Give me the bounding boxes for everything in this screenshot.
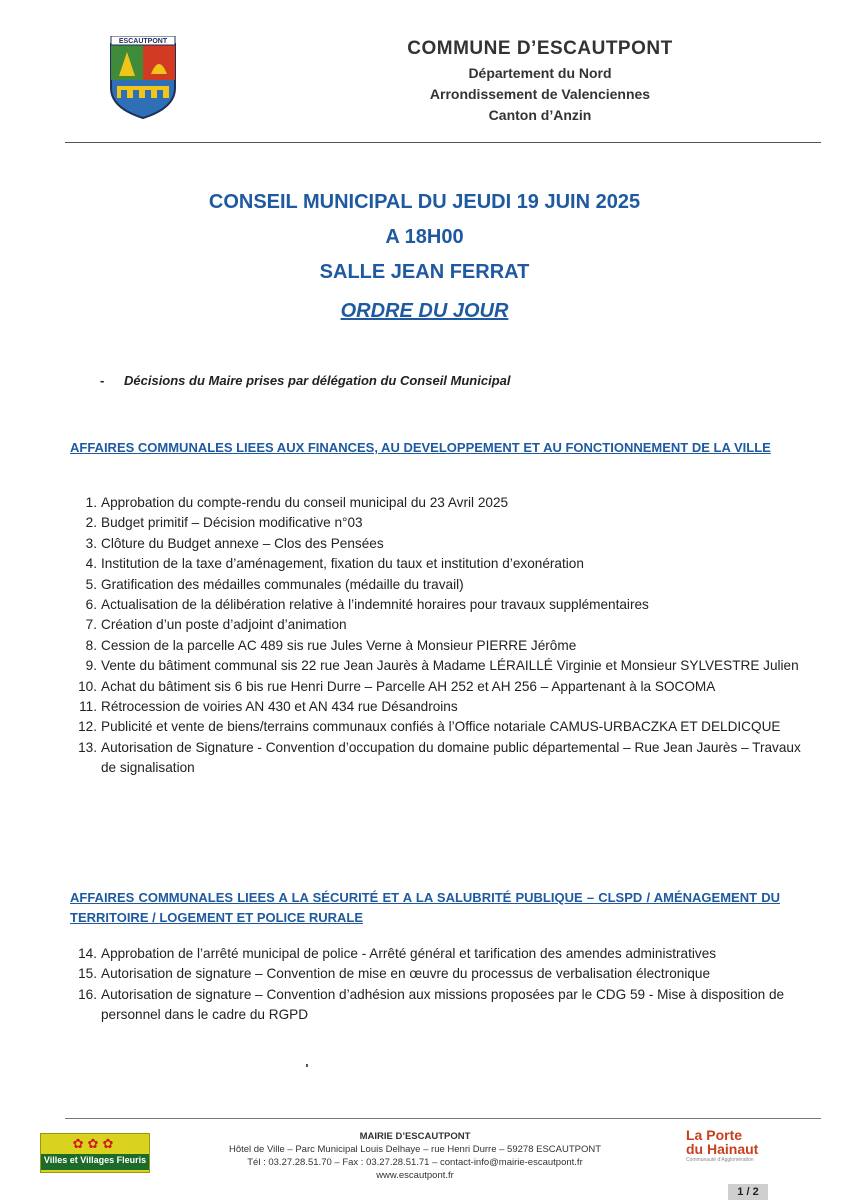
header-divider (65, 142, 821, 143)
footer-contact: Tél : 03.27.28.51.70 – Fax : 03.27.28.51.71 – contact-info@mairie-escautpont.fr (247, 1157, 583, 1168)
agenda-item: 7. Création d’un poste d’adjoint d’animation (85, 617, 347, 633)
footer-divider (65, 1118, 821, 1119)
footer-website[interactable]: www.escautpont.fr (376, 1170, 454, 1181)
agenda-item: 4. Institution de la taxe d’aménagement, fixation du taux et institution d’exonération (85, 556, 584, 572)
footer-mairie: MAIRIE D’ESCAUTPONT (359, 1131, 471, 1142)
agenda-item: 1. Approbation du compte-rendu du conseil municipal du 23 Avril 2025 (85, 495, 509, 510)
escautpont-coat-of-arms (107, 36, 179, 120)
agenda-item: 5. Gratification des médailles communales (médaille du travail) (85, 576, 464, 592)
partner-line2: du Hainaut (686, 1141, 759, 1157)
agenda-item: 9. Vente du bâtiment communal sis 22 rue Jean Jaurès à Madame LÉRAILLÉ Virginie et Monsieur SYLVESTRE Julien (85, 658, 799, 674)
agenda-list-finances (70, 493, 810, 779)
villes-villages-fleuris-logo (40, 1133, 150, 1173)
commune-name: COMMUNE D’ESCAUTPONT (407, 38, 673, 59)
decisions-text: Décisions du Maire prises par délégation du Conseil Municipal (124, 373, 511, 388)
agenda-item: 6. Actualisation de la délibération relative à l’indemnité horaires pour travaux supplémentaires (85, 597, 649, 613)
decisions-line (100, 373, 510, 388)
partner-sub: Communauté d’Agglomération (686, 1157, 754, 1163)
meeting-title-line3: SALLE JEAN FERRAT (319, 261, 530, 283)
agenda-item: 11. Rétrocession de voiries AN 430 et AN 434 rue Désandroins (79, 699, 458, 715)
agenda-item: 13. Autorisation de Signature - Convention d’occupation du domaine public départemental – Rue Jean Jaurès – Travaux de signalisation (78, 739, 801, 776)
stray-mark (306, 1064, 308, 1067)
agenda-item: 14. Approbation de l’arrêté municipal de police - Arrêté général et tarification des amendes administratives (78, 946, 717, 961)
vvf-label: Villes et Villages Fleuris (41, 1154, 149, 1170)
meeting-title-line1: CONSEIL MUNICIPAL DU JEUDI 19 JUIN 2025 (208, 191, 641, 213)
agenda-item: 15. Autorisation de signature – Convention de mise en œuvre du processus de verbalisation électronique (78, 966, 711, 982)
agenda-item: 12. Publicité et vente de biens/terrains communaux confiés à l’Office notariale CAMUS-URBACZKA ET DELDICQUE (78, 719, 781, 735)
flowers-icon: ✿✿✿ (72, 1136, 118, 1151)
departement: Département du Nord (468, 65, 612, 81)
arrondissement: Arrondissement de Valenciennes (429, 86, 651, 102)
page-number: 1 / 2 (728, 1184, 768, 1200)
canton: Canton d’Anzin (488, 107, 592, 123)
agenda-item: 10. Achat du bâtiment sis 6 bis rue Henri Durre – Parcelle AH 252 et AH 256 – Appartenant à la SOCOMA (78, 678, 716, 694)
agenda-item: 8. Cession de la parcelle AC 489 sis rue Jules Verne à Monsieur PIERRE Jérôme (85, 637, 577, 653)
agenda-list-securite (70, 944, 810, 1026)
coat-label: ESCAUTPONT (118, 38, 168, 45)
section-heading-securite: AFFAIRES COMMUNALES LIEES A LA SÉCURITÉ ET A LA SALUBRITÉ PUBLIQUE – CLSPD / AMÉNAGEMENT DU TERRITOIRE / LOGEMENT ET POLICE RURALE (70, 890, 780, 925)
agenda-item: 16. Autorisation de signature – Convention d’adhésion aux missions proposées par le CDG 59 - Mise à disposition de personnel dans le cadre du RGPD (78, 986, 785, 1023)
ordre-du-jour-heading: ORDRE DU JOUR (340, 300, 509, 322)
footer-address: Hôtel de Ville – Parc Municipal Louis Delhaye – rue Henri Durre – 59278 ESCAUTPONT (228, 1144, 602, 1155)
agenda-item: 3. Clôture du Budget annexe – Clos des Pensées (85, 535, 384, 551)
letterhead (340, 38, 740, 123)
bullet-dash: - (100, 373, 105, 388)
partner-line1: La Porte (686, 1127, 743, 1143)
meeting-title (0, 185, 849, 290)
footer-contact-block (190, 1130, 640, 1182)
section-heading-finances: AFFAIRES COMMUNALES LIEES AUX FINANCES, AU DEVELOPPEMENT ET AU FONCTIONNEMENT DE LA VILLE (70, 440, 771, 455)
meeting-title-line2: A 18H00 (385, 226, 464, 248)
la-porte-du-hainaut-logo (686, 1128, 796, 1163)
agenda-item: 2. Budget primitif – Décision modificative n°03 (85, 515, 363, 531)
